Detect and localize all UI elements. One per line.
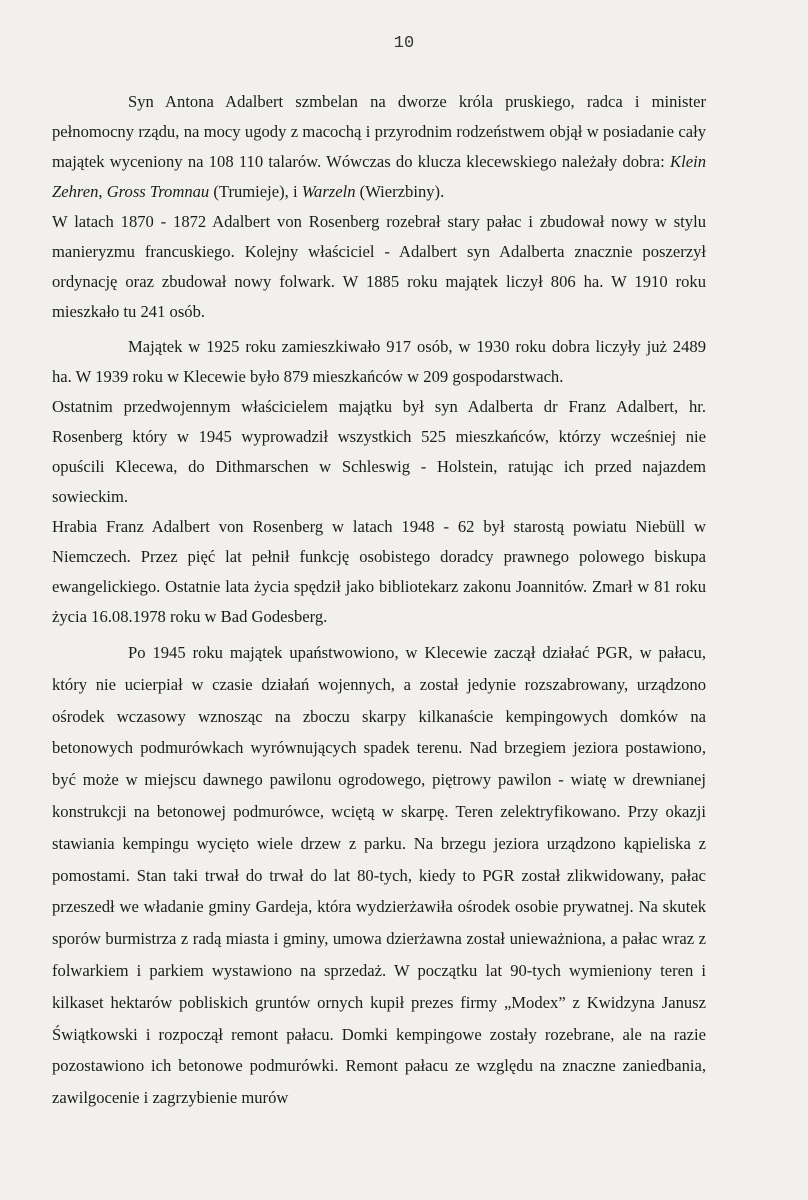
paragraph-1-separator: , [98, 182, 107, 201]
paragraph-3: Majątek w 1925 roku zamieszkiwało 917 osób, w 1930 roku dobra liczyły już 2489 ha. W 1939 roku w Klecewie było 879 mieszkańców w 209 gospodarstwach. [52, 337, 706, 386]
page-number: 10 [393, 34, 415, 53]
paragraph-1-text-b: (Trumieje), i [209, 182, 302, 201]
paragraph-1 [52, 87, 706, 207]
estate-name-gross-tromnau: Gross Tromnau [106, 182, 210, 201]
paragraph-2: W latach 1870 - 1872 Adalbert von Rosenberg rozebrał stary pałac i zbudował nowy w stylu manieryzmu francuskiego. Kolejny właściciel - Adalbert syn Adalberta znacznie poszerzył ordynację oraz zbudował nowy folwark. W 1885 roku majątek liczył 806 ha. W 1910 roku mieszkało tu 241 osób. [52, 212, 706, 321]
estate-name-klein-zehren: Klein Zehren [52, 152, 706, 201]
document-body [52, 87, 706, 1114]
paragraph-1-text-a: Syn Antona Adalbert szmbelan na dworze króla pruskiego, radca i minister pełnomocny rządu, na mocy ugody z macochą i przyrodnim rodzeństwem objął w posiadanie cały majątek wyceniony na 108 110 talarów. Wówczas do klucza klecewskiego należały dobra: [52, 92, 706, 171]
paragraph-1-text-c: (Wierzbiny). [355, 182, 445, 201]
estate-name-warzeln: Warzeln [301, 182, 356, 201]
paragraph-4: Ostatnim przedwojennym właścicielem majątku był syn Adalberta dr Franz Adalbert, hr. Rosenberg który w 1945 wyprowadził wszystkich 525 mieszkańców, którzy wcześniej nie opuścili Klecewa, do Dithmarschen w Schleswig - Holstein, ratując ich przed najazdem sowieckim. [52, 397, 706, 506]
paragraph-5: Hrabia Franz Adalbert von Rosenberg w latach 1948 - 62 był starostą powiatu Niebüll w Niemczech. Przez pięć lat pełnił funkcję osobistego doradcy prawnego polowego biskupa ewangelickiego. Ostatnie lata życia spędził jako bibliotekarz zakonu Joannitów. Zmarł w 81 roku życia 16.08.1978 roku w Bad Godesberg. [52, 517, 706, 626]
paragraph-6: Po 1945 roku majątek upaństwowiono, w Klecewie zaczął działać PGR, w pałacu, który nie ucierpiał w czasie działań wojennych, a został jedynie rozszabrowany, urządzono ośrodek wczasowy wznosząc na zboczu skarpy kilkanaście kempingowych domków na betonowych podmurówkach wyrównujących spadek terenu. Nad brzegiem jeziora postawiono, być może w miejscu dawnego pawilonu ogrodowego, piętrowy pawilon - wiatę w drewnianej konstrukcji na betonowej podmurówce, wciętą w skarpę. Teren zelektryfikowano. Przy okazji stawiania kempingu wycięto wiele drzew z parku. Na brzegu jeziora urządzono kąpieliska z pomostami. Stan taki trwał do trwał do lat 80-tych, kiedy to PGR został zlikwidowany, pałac przeszedł we władanie gminy Gardeja, która wydzierżawiła ośrodek osobie prywatnej. Na skutek sporów burmistrza z radą miasta i gminy, umowa dzierżawna został unieważniona, a pałac wraz z folwarkiem i parkiem wystawiono na sprzedaż. W początku lat 90-tych wymieniony teren i kilkaset hektarów pobliskich gruntów ornych kupił prezes firmy „Modex” z Kwidzyna Janusz Świątkowski i rozpoczął remont pałacu. Domki kempingowe zostały rozebrane, ale na razie pozostawiono ich betonowe podmurówki. Remont pałacu ze względu na znaczne zaniedbania, zawilgocenie i zagrzybienie murów [52, 643, 706, 1108]
